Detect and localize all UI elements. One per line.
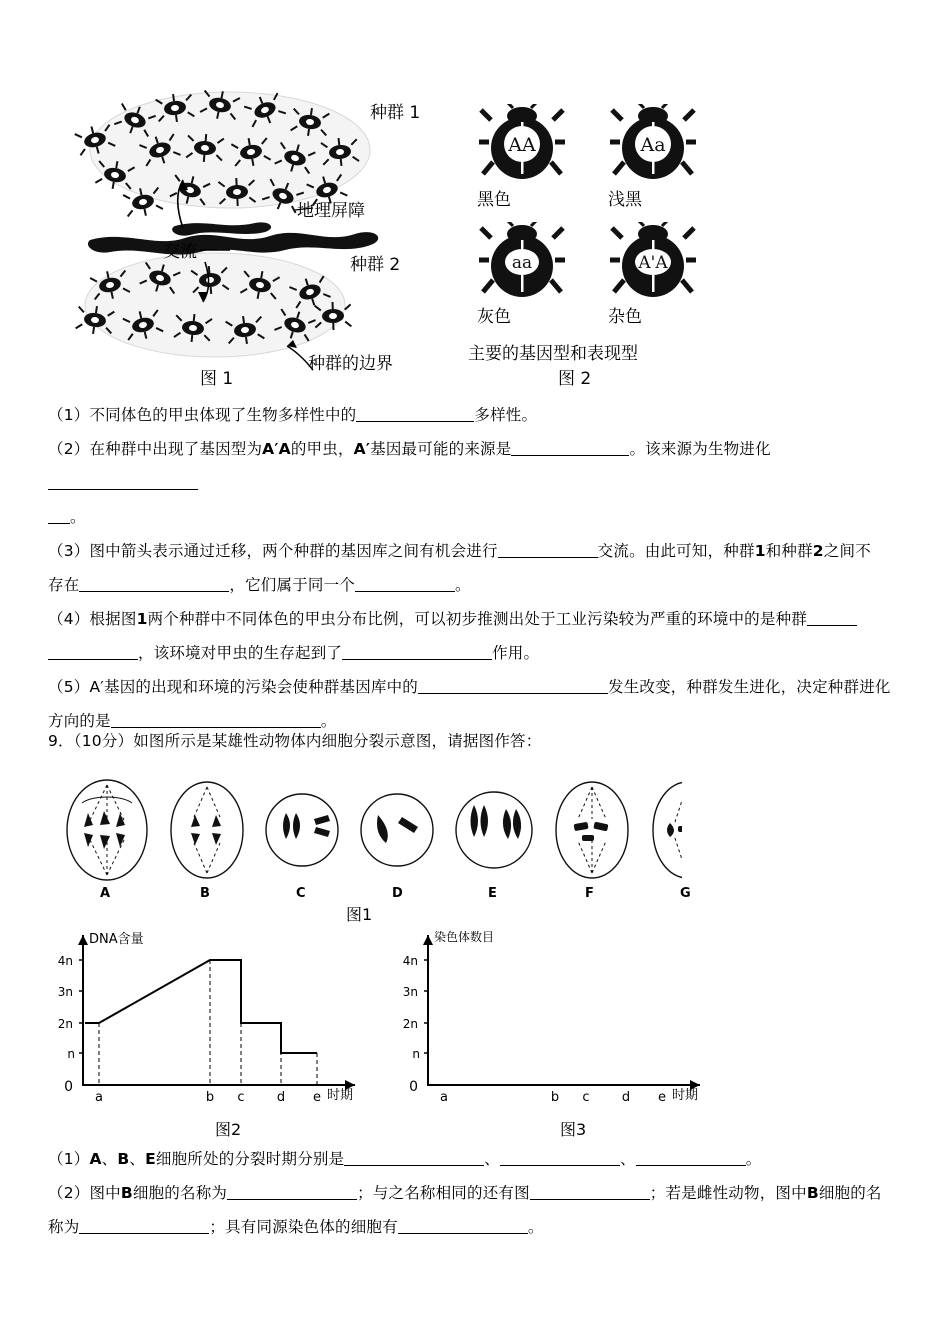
svg-text:d: d	[276, 1090, 286, 1105]
question-text: 在种群中出现了基因型为	[89, 440, 263, 458]
chart3-caption: 图3	[560, 1120, 587, 1139]
question-text: 不同体色的甲虫体现了生物多样性中的	[89, 406, 357, 424]
svg-text:n: n	[412, 1047, 420, 1061]
question-text: 、	[101, 1150, 118, 1168]
fig1-label-pop2: 种群 2	[350, 255, 401, 275]
svg-text:0: 0	[409, 1079, 418, 1095]
answer-blank[interactable]	[500, 1150, 620, 1166]
beetle-AprimeA-phenotype: 杂色	[608, 307, 642, 327]
question-text: 交流。由此可知，种群	[597, 542, 755, 560]
question-text: 。	[745, 1150, 762, 1168]
answer-blank[interactable]	[344, 1150, 484, 1166]
svg-text:3n: 3n	[57, 985, 73, 999]
question-text: 存在	[48, 576, 80, 594]
svg-text:b: b	[205, 1090, 215, 1105]
question-item	[48, 1142, 928, 1176]
chart-dna-content	[55, 925, 385, 1115]
question-text: A′基因的出现和环境的污染会使种群基因库中的	[89, 678, 418, 696]
cell-label-E: E	[488, 886, 497, 901]
beetle-AA-phenotype: 黑色	[477, 190, 511, 210]
svg-text:c: c	[237, 1090, 245, 1105]
question-text: 的甲虫，	[290, 440, 354, 458]
question-8-body	[48, 398, 908, 738]
question-text: ；若是雌性动物，图中	[649, 1184, 807, 1202]
svg-text:时期: 时期	[672, 1088, 699, 1103]
question-text: 、	[620, 1150, 636, 1168]
answer-blank[interactable]	[636, 1150, 746, 1166]
fig1-label-barrier: 地理屏障	[297, 201, 365, 221]
answer-blank[interactable]	[807, 610, 857, 626]
figure1-drawing	[55, 80, 525, 410]
question-text: ，它们属于同一个	[229, 576, 356, 594]
beetle-aa-phenotype: 灰色	[477, 307, 511, 327]
svg-text:a: a	[440, 1090, 448, 1105]
question-text: ；具有同源染色体的细胞有	[209, 1218, 398, 1236]
figure2-subtitle: 主要的基因型和表现型	[468, 344, 638, 364]
emphasis-text: E	[145, 1150, 156, 1168]
question-number: （1）	[48, 1150, 90, 1168]
answer-blank[interactable]	[79, 576, 229, 592]
svg-text:2n: 2n	[402, 1017, 418, 1031]
cell-label-D: D	[392, 886, 403, 901]
answer-blank[interactable]	[355, 576, 455, 592]
svg-text:时期: 时期	[327, 1088, 354, 1103]
question-text: 图中	[89, 1184, 121, 1202]
answer-blank[interactable]	[111, 712, 321, 728]
emphasis-text: B	[806, 1184, 819, 1202]
question-text: 。	[527, 1218, 544, 1236]
question-text: ；与之名称相同的还有图	[357, 1184, 530, 1202]
question-item	[48, 534, 908, 602]
question-text: 、	[484, 1150, 500, 1168]
question-text: 。该来源为生物进化	[629, 440, 771, 458]
cell-label-B: B	[200, 886, 210, 901]
question-item	[48, 1176, 928, 1244]
answer-blank[interactable]	[418, 678, 608, 694]
question-text: 两个种群中不同体色的甲虫分布比例，可以初步推测出处于工业污染较为严重的环境中的是种群	[147, 610, 807, 628]
cell-label-A: A	[100, 886, 111, 901]
beetle-aa-icon	[477, 222, 567, 300]
question-number: （2）	[48, 440, 90, 458]
cell-label-F: F	[585, 886, 594, 901]
svg-text:e: e	[658, 1090, 666, 1105]
question-text: 。	[70, 508, 86, 526]
answer-blank[interactable]	[342, 644, 492, 660]
svg-text:4n: 4n	[402, 954, 418, 968]
svg-text:4n: 4n	[57, 954, 73, 968]
svg-text:A'A: A'A	[638, 253, 668, 273]
cell-label-C: C	[296, 886, 306, 901]
question-text: 根据图	[89, 610, 137, 628]
answer-blank[interactable]	[398, 1218, 528, 1234]
fig1-label-boundary: 种群的边界	[308, 354, 393, 374]
question-text: 细胞所处的分裂时期分别是	[155, 1150, 345, 1168]
cell-figure-caption: 图1	[346, 905, 373, 924]
svg-text:染色体数目: 染色体数目	[434, 930, 495, 944]
question-text: 和种群	[765, 542, 813, 560]
question-number: （3）	[48, 542, 90, 560]
answer-blank[interactable]	[79, 1218, 209, 1234]
svg-text:3n: 3n	[402, 985, 418, 999]
beetle-Aa-icon	[608, 104, 698, 182]
beetle-AA-icon	[477, 104, 567, 182]
question-number: （2）	[48, 1184, 90, 1202]
question-text: ，该环境对甲虫的生存起到了	[138, 644, 343, 662]
answer-blank[interactable]	[48, 508, 70, 524]
answer-blank[interactable]	[530, 1184, 650, 1200]
beetle-Aa-phenotype: 浅黑	[608, 190, 642, 210]
question-text: 作用。	[492, 644, 540, 662]
svg-text:d: d	[621, 1090, 631, 1105]
fig1-label-pop1: 种群 1	[370, 103, 421, 123]
answer-blank[interactable]	[48, 644, 138, 660]
question-9-subquestions	[48, 1142, 928, 1244]
question-9-header: 9．（10分）如图所示是某雄性动物体内细胞分裂示意图，请据图作答：	[48, 732, 542, 750]
question-text: 细胞的名称为	[132, 1184, 228, 1202]
svg-text:aa: aa	[511, 253, 533, 273]
question-number: （5）	[48, 678, 90, 696]
question-text: 图中箭头表示通过迁移，两个种群的基因库之间有机会进行	[89, 542, 498, 560]
question-number: （1）	[48, 406, 90, 424]
answer-blank[interactable]	[356, 406, 474, 422]
fig1-caption: 图 1	[200, 369, 234, 389]
answer-blank[interactable]	[227, 1184, 357, 1200]
emphasis-text: 2	[812, 542, 824, 560]
svg-text:a: a	[95, 1090, 103, 1105]
answer-blank[interactable]	[511, 440, 629, 456]
fig1-label-exchange: 交流	[163, 242, 197, 262]
chart2-caption: 图2	[215, 1120, 242, 1139]
svg-text:2n: 2n	[57, 1017, 73, 1031]
emphasis-text: A	[89, 1150, 102, 1168]
question-number: （4）	[48, 610, 90, 628]
svg-text:DNA含量: DNA含量	[89, 932, 144, 947]
cell-division-diagrams	[62, 775, 682, 890]
question-text: 。	[455, 576, 471, 594]
svg-text:AA: AA	[508, 134, 536, 156]
question-text: 、	[129, 1150, 146, 1168]
emphasis-text: A′A	[262, 440, 291, 458]
svg-text:0: 0	[64, 1079, 73, 1095]
answer-blank[interactable]	[48, 474, 198, 490]
cell-label-G: G	[680, 886, 691, 901]
question-text: 基因最可能的来源是	[370, 440, 512, 458]
emphasis-text: A′	[353, 440, 371, 458]
question-text: 。	[320, 712, 337, 730]
answer-blank[interactable]	[498, 542, 598, 558]
svg-text:n: n	[67, 1047, 75, 1061]
question-text: 发生改变，种群发生进化，决定种群进化	[608, 678, 891, 696]
chart-chromosome-number	[400, 925, 730, 1115]
emphasis-text: 1	[754, 542, 766, 560]
question-text: 多样性。	[474, 406, 538, 424]
emphasis-text: 1	[136, 610, 148, 628]
question-item	[48, 602, 908, 670]
question-item	[48, 398, 908, 432]
emphasis-text: B	[117, 1150, 130, 1168]
svg-text:b: b	[550, 1090, 560, 1105]
svg-text:e: e	[313, 1090, 321, 1105]
beetle-AprimeA-icon	[608, 222, 698, 300]
svg-text:Aa: Aa	[640, 134, 666, 156]
question-item	[48, 432, 908, 534]
question-text: 方向的是	[48, 712, 111, 730]
question-text: 之间不	[823, 542, 871, 560]
svg-text:c: c	[582, 1090, 590, 1105]
emphasis-text: B	[120, 1184, 133, 1202]
question-text: 称为	[48, 1218, 80, 1236]
figure2-caption: 图 2	[558, 369, 592, 389]
question-text: 细胞的名	[818, 1184, 882, 1202]
